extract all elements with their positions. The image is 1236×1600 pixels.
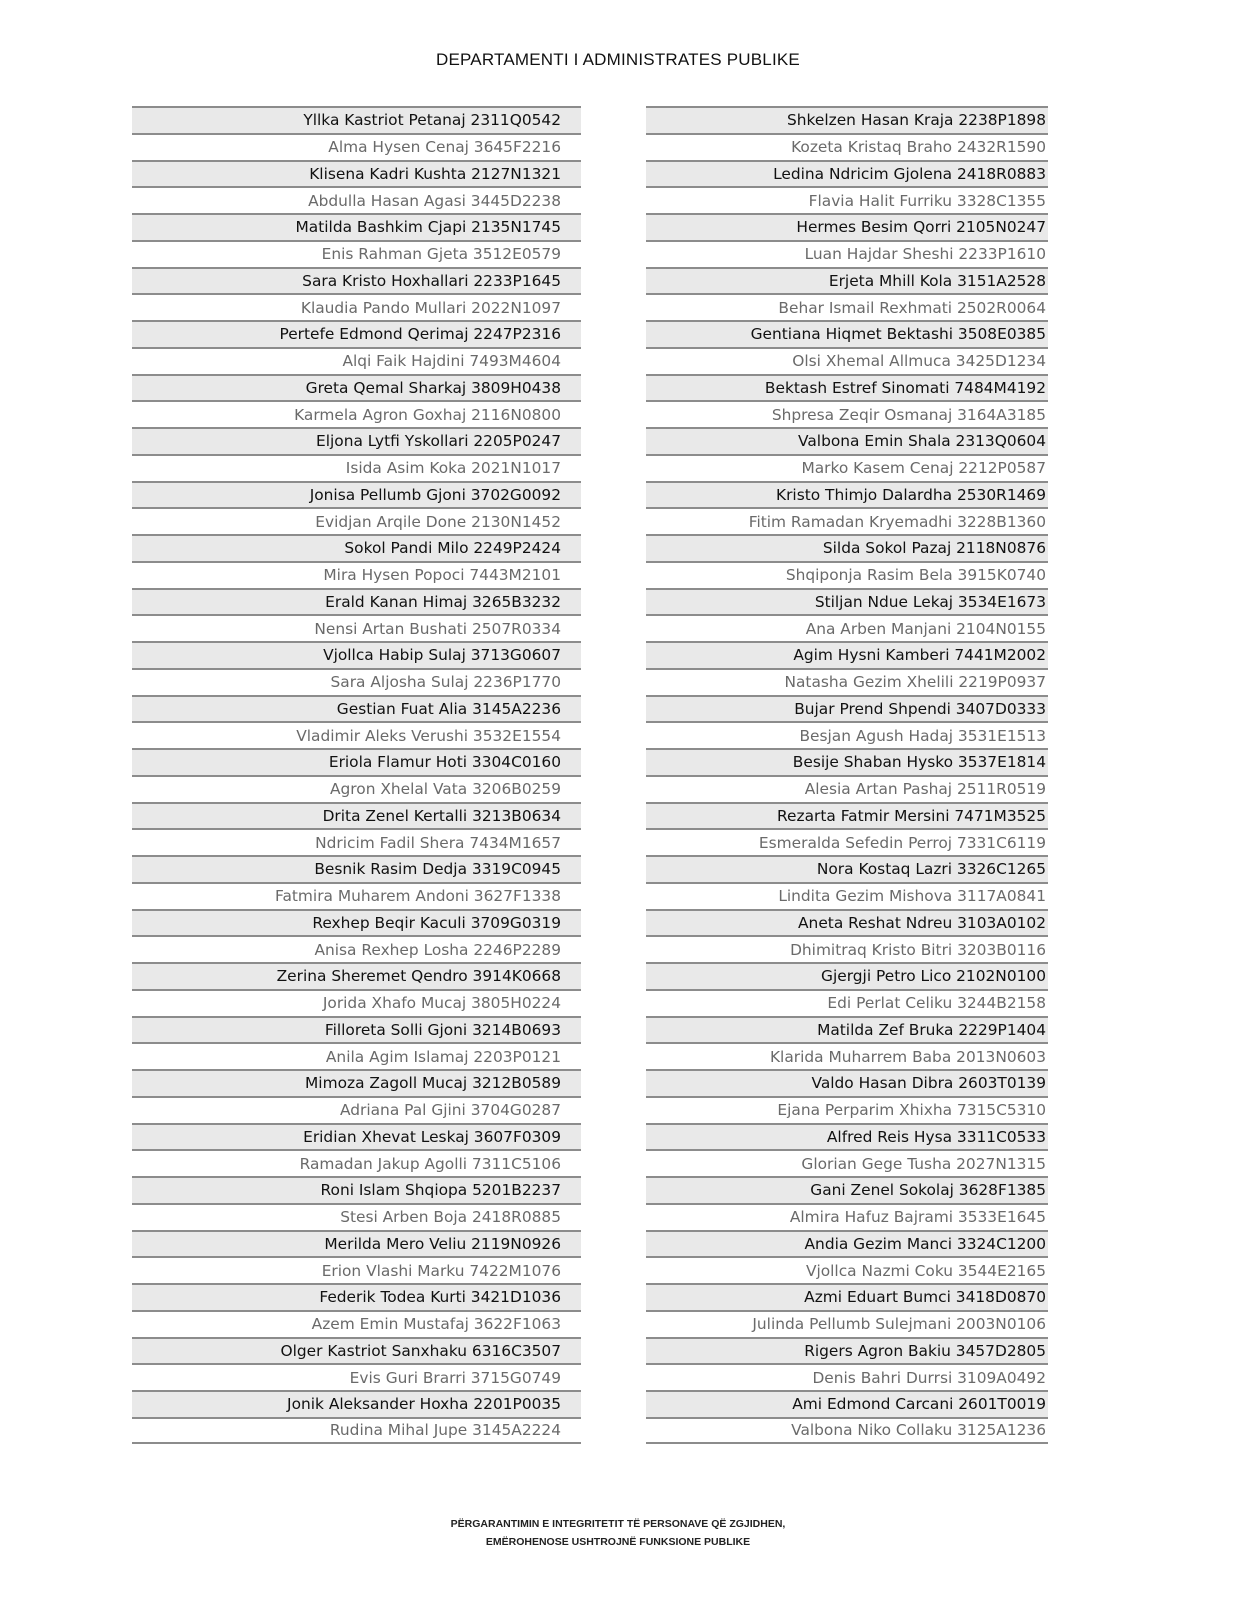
list-row: Besjan Agush Hadaj 3531E1513 (646, 721, 1048, 748)
list-row: Kozeta Kristaq Braho 2432R1590 (646, 133, 1048, 160)
list-row: Rexhep Beqir Kaculi 3709G0319 (132, 909, 581, 936)
list-row: Agron Xhelal Vata 3206B0259 (132, 775, 581, 802)
list-row: Jorida Xhafo Mucaj 3805H0224 (132, 989, 581, 1016)
footer-line-2: EMËROHENOSE USHTROJNË FUNKSIONE PUBLIKE (485, 1536, 751, 1548)
list-row: Matilda Zef Bruka 2229P1404 (646, 1016, 1048, 1043)
list-row: Stesi Arben Boja 2418R0885 (132, 1203, 581, 1230)
list-row: Sara Kristo Hoxhallari 2233P1645 (132, 267, 581, 294)
list-row: Klaudia Pando Mullari 2022N1097 (132, 293, 581, 320)
list-row: Jonisa Pellumb Gjoni 3702G0092 (132, 481, 581, 508)
list-row: Almira Hafuz Bajrami 3533E1645 (646, 1203, 1048, 1230)
page-title: DEPARTAMENTI I ADMINISTRATES PUBLIKE (436, 50, 800, 69)
list-row: Anila Agim Islamaj 2203P0121 (132, 1042, 581, 1069)
list-row: Olsi Xhemal Allmuca 3425D1234 (646, 347, 1048, 374)
list-row: Jonik Aleksander Hoxha 2201P0035 (132, 1390, 581, 1417)
list-row: Erion Vlashi Marku 7422M1076 (132, 1256, 581, 1283)
list-row: Rezarta Fatmir Mersini 7471M3525 (646, 802, 1048, 829)
list-row: Anisa Rexhep Losha 2246P2289 (132, 935, 581, 962)
list-row: Aneta Reshat Ndreu 3103A0102 (646, 909, 1048, 936)
list-row: Karmela Agron Goxhaj 2116N0800 (132, 400, 581, 427)
list-row: Shqiponja Rasim Bela 3915K0740 (646, 561, 1048, 588)
list-row: Ana Arben Manjani 2104N0155 (646, 614, 1048, 641)
list-row: Eridian Xhevat Leskaj 3607F0309 (132, 1123, 581, 1150)
list-row: Merilda Mero Veliu 2119N0926 (132, 1230, 581, 1257)
list-row: Abdulla Hasan Agasi 3445D2238 (132, 186, 581, 213)
list-row: Valbona Emin Shala 2313Q0604 (646, 427, 1048, 454)
list-row: Sokol Pandi Milo 2249P2424 (132, 534, 581, 561)
list-row: Dhimitraq Kristo Bitri 3203B0116 (646, 935, 1048, 962)
list-row: Gani Zenel Sokolaj 3628F1385 (646, 1176, 1048, 1203)
list-row: Alesia Artan Pashaj 2511R0519 (646, 775, 1048, 802)
list-row: Esmeralda Sefedin Perroj 7331C6119 (646, 828, 1048, 855)
list-row: Adriana Pal Gjini 3704G0287 (132, 1096, 581, 1123)
list-row: Andia Gezim Manci 3324C1200 (646, 1230, 1048, 1257)
list-row: Klisena Kadri Kushta 2127N1321 (132, 160, 581, 187)
list-row: Silda Sokol Pazaj 2118N0876 (646, 534, 1048, 561)
list-row: Vjollca Habip Sulaj 3713G0607 (132, 641, 581, 668)
list-row: Gentiana Hiqmet Bektashi 3508E0385 (646, 320, 1048, 347)
list-row: Ndricim Fadil Shera 7434M1657 (132, 828, 581, 855)
list-row: Roni Islam Shqiopa 5201B2237 (132, 1176, 581, 1203)
list-row: Mimoza Zagoll Mucaj 3212B0589 (132, 1069, 581, 1096)
list-row: Yllka Kastriot Petanaj 2311Q0542 (132, 106, 581, 133)
list-row: Ami Edmond Carcani 2601T0019 (646, 1390, 1048, 1417)
list-row: Fitim Ramadan Kryemadhi 3228B1360 (646, 507, 1048, 534)
list-row: Behar Ismail Rexhmati 2502R0064 (646, 293, 1048, 320)
list-row: Evidjan Arqile Done 2130N1452 (132, 507, 581, 534)
right-name-list (646, 106, 1048, 1444)
list-row: Gestian Fuat Alia 3145A2236 (132, 695, 581, 722)
list-row: Denis Bahri Durrsi 3109A0492 (646, 1363, 1048, 1390)
list-row: Zerina Sheremet Qendro 3914K0668 (132, 962, 581, 989)
list-row: Lindita Gezim Mishova 3117A0841 (646, 882, 1048, 909)
list-row: Klarida Muharrem Baba 2013N0603 (646, 1042, 1048, 1069)
list-row: Shpresa Zeqir Osmanaj 3164A3185 (646, 400, 1048, 427)
list-row: Rudina Mihal Jupe 3145A2224 (132, 1417, 581, 1444)
list-row: Alma Hysen Cenaj 3645F2216 (132, 133, 581, 160)
list-row: Ramadan Jakup Agolli 7311C5106 (132, 1149, 581, 1176)
list-row: Ledina Ndricim Gjolena 2418R0883 (646, 160, 1048, 187)
list-row: Alqi Faik Hajdini 7493M4604 (132, 347, 581, 374)
list-row: Stiljan Ndue Lekaj 3534E1673 (646, 588, 1048, 615)
list-row: Nora Kostaq Lazri 3326C1265 (646, 855, 1048, 882)
list-row: Flavia Halit Furriku 3328C1355 (646, 186, 1048, 213)
list-row: Azmi Eduart Bumci 3418D0870 (646, 1283, 1048, 1310)
footer-line-1: PËRGARANTIMIN E INTEGRITETIT TË PERSONAVE QË ZGJIDHEN, (450, 1518, 786, 1530)
list-row: Enis Rahman Gjeta 3512E0579 (132, 240, 581, 267)
list-row: Valdo Hasan Dibra 2603T0139 (646, 1069, 1048, 1096)
list-row: Edi Perlat Celiku 3244B2158 (646, 989, 1048, 1016)
list-row: Eriola Flamur Hoti 3304C0160 (132, 748, 581, 775)
list-row: Sara Aljosha Sulaj 2236P1770 (132, 668, 581, 695)
list-row: Matilda Bashkim Cjapi 2135N1745 (132, 213, 581, 240)
list-row: Drita Zenel Kertalli 3213B0634 (132, 802, 581, 829)
list-row: Nensi Artan Bushati 2507R0334 (132, 614, 581, 641)
list-row: Erald Kanan Himaj 3265B3232 (132, 588, 581, 615)
list-row: Agim Hysni Kamberi 7441M2002 (646, 641, 1048, 668)
list-row: Vjollca Nazmi Coku 3544E2165 (646, 1256, 1048, 1283)
list-row: Greta Qemal Sharkaj 3809H0438 (132, 374, 581, 401)
list-row: Fatmira Muharem Andoni 3627F1338 (132, 882, 581, 909)
list-row: Isida Asim Koka 2021N1017 (132, 454, 581, 481)
list-row: Mira Hysen Popoci 7443M2101 (132, 561, 581, 588)
list-row: Evis Guri Brarri 3715G0749 (132, 1363, 581, 1390)
list-row: Glorian Gege Tusha 2027N1315 (646, 1149, 1048, 1176)
list-row: Besnik Rasim Dedja 3319C0945 (132, 855, 581, 882)
list-row: Alfred Reis Hysa 3311C0533 (646, 1123, 1048, 1150)
list-row: Shkelzen Hasan Kraja 2238P1898 (646, 106, 1048, 133)
list-row: Julinda Pellumb Sulejmani 2003N0106 (646, 1310, 1048, 1337)
list-row: Eljona Lytfi Yskollari 2205P0247 (132, 427, 581, 454)
list-row: Filloreta Solli Gjoni 3214B0693 (132, 1016, 581, 1043)
list-row: Bektash Estref Sinomati 7484M4192 (646, 374, 1048, 401)
list-row: Rigers Agron Bakiu 3457D2805 (646, 1337, 1048, 1364)
list-row: Vladimir Aleks Verushi 3532E1554 (132, 721, 581, 748)
left-name-list (132, 106, 581, 1444)
list-row: Marko Kasem Cenaj 2212P0587 (646, 454, 1048, 481)
list-row: Kristo Thimjo Dalardha 2530R1469 (646, 481, 1048, 508)
list-row: Valbona Niko Collaku 3125A1236 (646, 1417, 1048, 1444)
list-row: Besije Shaban Hysko 3537E1814 (646, 748, 1048, 775)
list-row: Olger Kastriot Sanxhaku 6316C3507 (132, 1337, 581, 1364)
list-row: Federik Todea Kurti 3421D1036 (132, 1283, 581, 1310)
list-row: Gjergji Petro Lico 2102N0100 (646, 962, 1048, 989)
list-row: Hermes Besim Qorri 2105N0247 (646, 213, 1048, 240)
list-row: Erjeta Mhill Kola 3151A2528 (646, 267, 1048, 294)
list-row: Natasha Gezim Xhelili 2219P0937 (646, 668, 1048, 695)
list-row: Azem Emin Mustafaj 3622F1063 (132, 1310, 581, 1337)
list-row: Luan Hajdar Sheshi 2233P1610 (646, 240, 1048, 267)
footer (0, 1515, 1236, 1551)
list-row: Ejana Perparim Xhixha 7315C5310 (646, 1096, 1048, 1123)
list-row: Pertefe Edmond Qerimaj 2247P2316 (132, 320, 581, 347)
list-row: Bujar Prend Shpendi 3407D0333 (646, 695, 1048, 722)
